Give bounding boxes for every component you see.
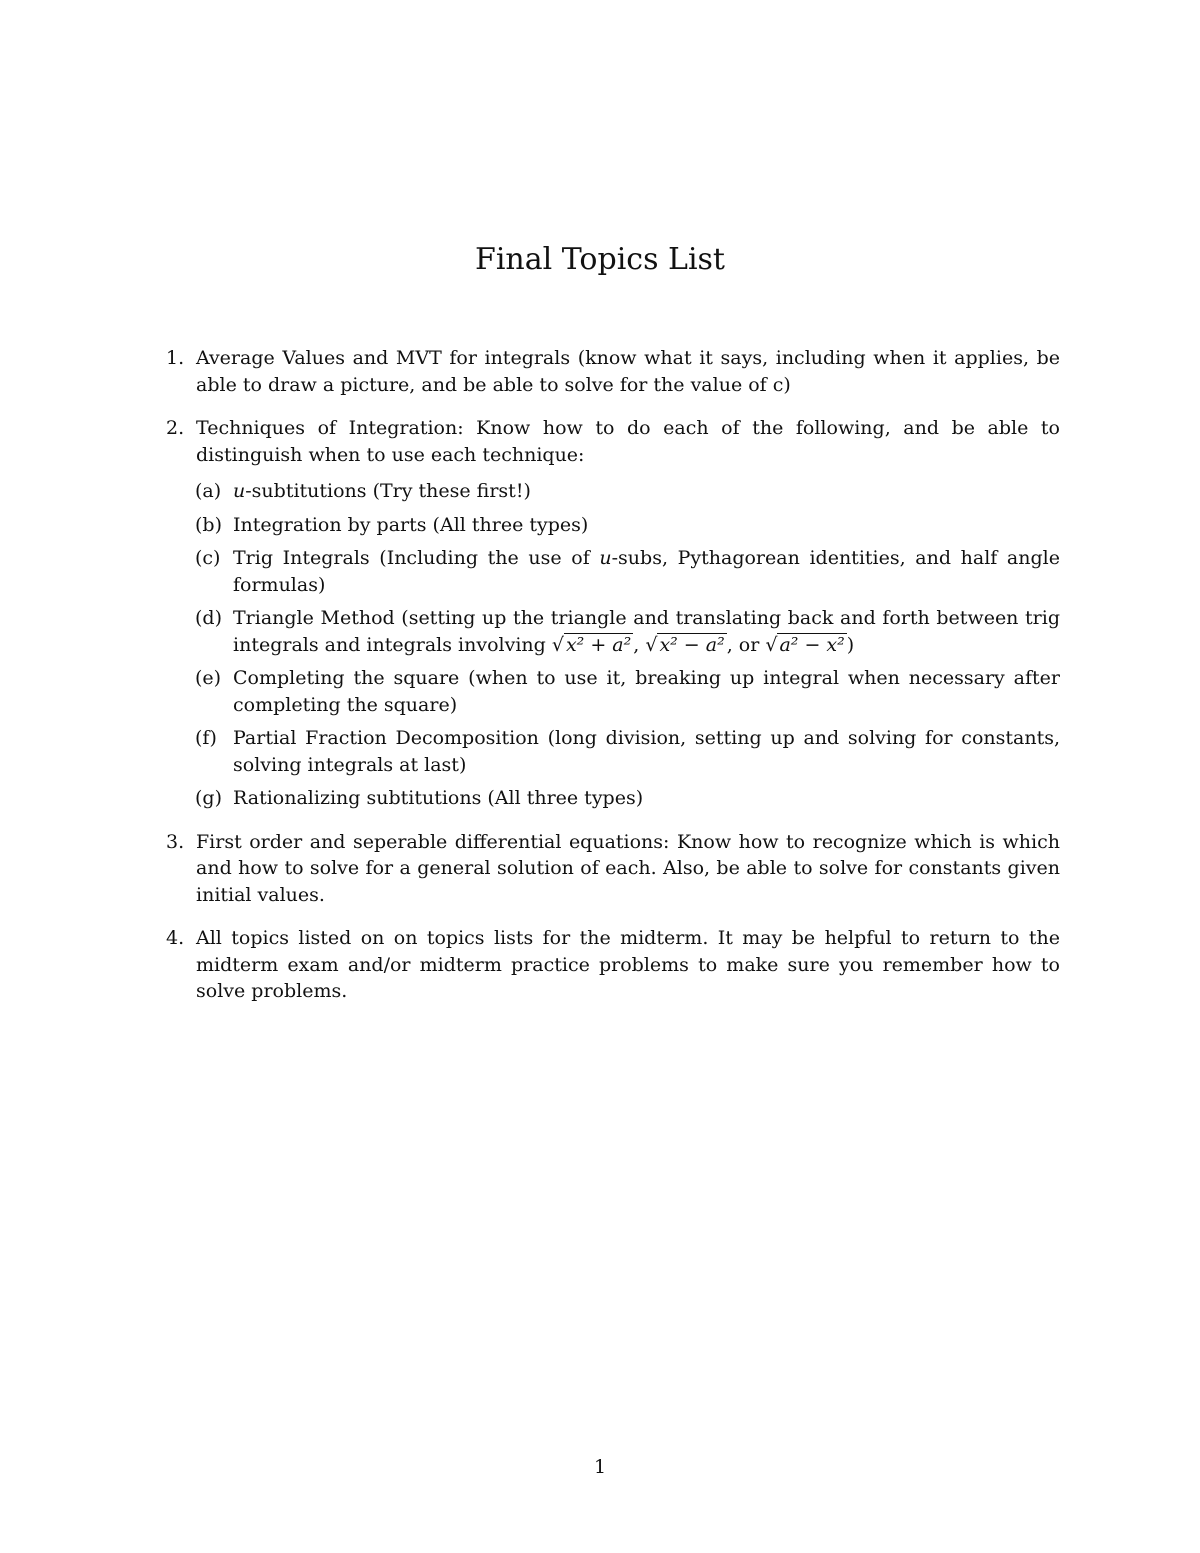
topic-number: 3. — [166, 830, 185, 853]
radical-sign: √ — [551, 633, 564, 656]
sub-item-letter: (b) — [195, 513, 222, 536]
sub-item-c — [196, 545, 1060, 598]
sub-item-b — [196, 512, 1060, 539]
topic-item-4 — [166, 925, 1060, 1005]
sub-item-text: Triangle Method (setting up the triangle and translating back and forth between trig integrals and integrals involving — [233, 607, 1060, 656]
topic-number: 1. — [166, 347, 185, 369]
sub-item-text: ) — [846, 633, 855, 656]
topic-text: Average Values and MVT for integrals (know what it says, including when it applies, be able to draw a picture, and be able to solve for the value of c) — [196, 347, 1060, 396]
topic-item-1 — [166, 345, 1060, 398]
topic-text: First order and seperable differential equations: Know how to recognize which is which and how to solve for a general solution of each. Also, be able to solve for constants given initial values. — [196, 830, 1060, 906]
math-variable: u — [599, 547, 612, 569]
sub-item-d — [196, 605, 1060, 658]
sub-item-a — [196, 478, 1060, 505]
radical-sign: √ — [765, 633, 778, 656]
topic-item-2 — [166, 415, 1060, 812]
topic-list — [166, 345, 1060, 1022]
sub-item-letter: (d) — [195, 607, 222, 629]
sub-item-letter: (a) — [195, 480, 222, 502]
topic-text: All topics listed on on topics lists for the midterm. It may be helpful to return to the midterm exam and/or midterm practice problems to make sure you remember how to solve problems. — [196, 927, 1060, 1002]
sub-item-f — [196, 725, 1060, 778]
radicand: x² + a² — [565, 633, 632, 656]
math-variable: u — [233, 480, 246, 502]
radical-sign: √ — [645, 633, 658, 656]
sub-item-text: Trig Integrals (Including the use of — [233, 547, 600, 569]
sub-item-text: Completing the square (when to use it, breaking up integral when necessary after completing the square) — [233, 667, 1060, 716]
radicand: a² − x² — [779, 633, 845, 656]
separator: , or — [726, 633, 766, 656]
sub-item-letter: (e) — [195, 667, 222, 689]
radicand: x² − a² — [659, 633, 725, 656]
sub-item-text: -subtitutions (Try these first!) — [245, 480, 531, 502]
page-title: Final Topics List — [475, 242, 725, 277]
sub-item-g — [196, 785, 1060, 812]
sqrt-expression — [552, 632, 633, 659]
sqrt-expression — [645, 632, 726, 659]
sub-item-letter: (g) — [195, 787, 222, 809]
sub-item-text: Integration by parts (All three types) — [233, 513, 589, 536]
topic-number: 2. — [166, 417, 185, 439]
sqrt-expression — [765, 632, 846, 659]
topic-number: 4. — [166, 927, 185, 949]
sub-item-letter: (f) — [195, 727, 217, 749]
sub-item-text: Partial Fraction Decomposition (long division, setting up and solving for constants, solving integrals at last) — [233, 727, 1060, 776]
separator: , — [633, 633, 646, 656]
sub-item-e — [196, 665, 1060, 718]
sub-item-text: -subs, Pythagorean identities, and half angle formulas) — [233, 547, 1060, 596]
sub-item-letter: (c) — [195, 547, 221, 569]
page-number: 1 — [593, 1456, 607, 1478]
technique-sublist — [196, 478, 1060, 812]
topic-text: Techniques of Integration: Know how to do each of the following, and be able to distinguish when to use each technique: — [196, 417, 1060, 466]
sub-item-text: Rationalizing subtitutions (All three types) — [233, 787, 644, 809]
topic-item-3 — [166, 829, 1060, 909]
